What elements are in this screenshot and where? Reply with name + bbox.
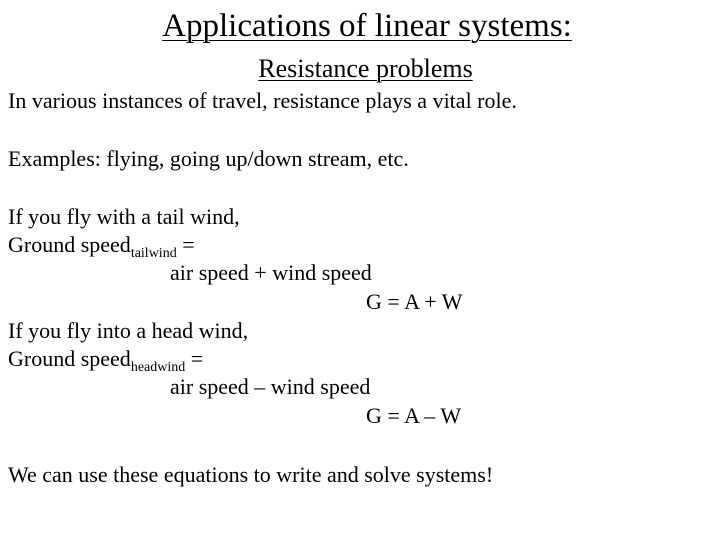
slide-title: Applications of linear systems: bbox=[162, 8, 572, 44]
headwind-lead: If you fly into a head wind, bbox=[8, 318, 249, 343]
tailwind-ground-label: Ground speed bbox=[8, 232, 131, 257]
headwind-ground-speed bbox=[8, 345, 203, 373]
examples-text: Examples: flying, going up/down stream, etc. bbox=[8, 146, 409, 171]
headwind-subscript: headwind bbox=[130, 360, 186, 375]
tailwind-equation: G = A + W bbox=[366, 289, 463, 314]
headwind-ground-label: Ground speed bbox=[8, 346, 131, 371]
tailwind-lead: If you fly with a tail wind, bbox=[8, 204, 240, 229]
conclusion-text: We can use these equations to write and solve systems! bbox=[8, 462, 494, 487]
slide-subtitle: Resistance problems bbox=[258, 54, 473, 83]
headwind-words: air speed – wind speed bbox=[170, 374, 371, 399]
headwind-equals: = bbox=[185, 346, 204, 371]
tailwind-ground-speed bbox=[8, 231, 195, 259]
headwind-equation: G = A – W bbox=[366, 403, 462, 428]
tailwind-equals: = bbox=[176, 232, 195, 257]
intro-text: In various instances of travel, resistance plays a vital role. bbox=[8, 88, 517, 113]
tailwind-subscript: tailwind bbox=[130, 246, 177, 261]
tailwind-words: air speed + wind speed bbox=[170, 260, 372, 285]
